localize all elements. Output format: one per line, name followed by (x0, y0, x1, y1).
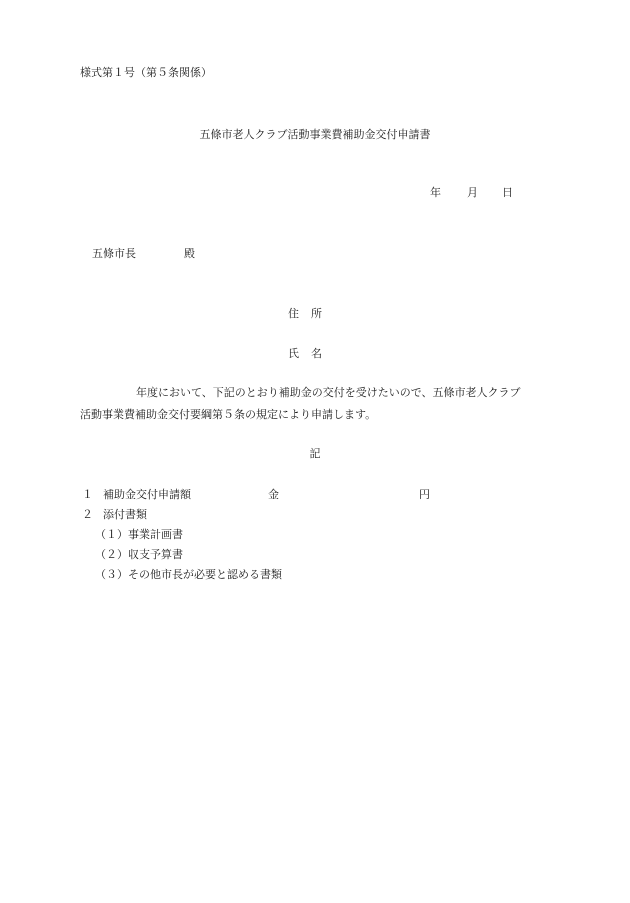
applicant-address-label: 住所 (288, 307, 334, 320)
item-2-label: 添付書類 (103, 508, 147, 521)
item-1-number: １ (82, 488, 93, 501)
addressee-honorific: 殿 (184, 247, 195, 260)
item-2-number: ２ (82, 508, 93, 521)
item-1-label: 補助金交付申請額 (103, 488, 191, 501)
addressee-name: 五條市長 (92, 247, 136, 260)
attachment-1-label: 事業計画書 (128, 528, 183, 541)
attachment-3-number: （３） (95, 568, 128, 581)
date-year-label: 年 (430, 186, 441, 199)
body-text-line-1: 年度において、下記のとおり補助金の交付を受けたいので、五條市老人クラブ (136, 386, 521, 399)
attachment-3-label: その他市長が必要と認める書類 (128, 568, 282, 581)
form-number: 様式第１号（第５条関係） (80, 66, 212, 79)
ki-heading: 記 (309, 447, 321, 460)
attachment-2-label: 収支予算書 (128, 548, 183, 561)
date-month-label: 月 (467, 186, 478, 199)
applicant-name-label: 氏名 (288, 347, 334, 360)
document-title: 五條市老人クラブ活動事業費補助金交付申請書 (199, 128, 431, 141)
attachment-2-number: （２） (95, 548, 128, 561)
date-day-label: 日 (502, 186, 513, 199)
attachment-1-number: （１） (95, 528, 128, 541)
body-text-line-2: 活動事業費補助金交付要綱第５条の規定により申請します。 (80, 408, 377, 421)
item-1-kin-label: 金 (268, 488, 279, 501)
item-1-yen-label: 円 (419, 488, 430, 501)
